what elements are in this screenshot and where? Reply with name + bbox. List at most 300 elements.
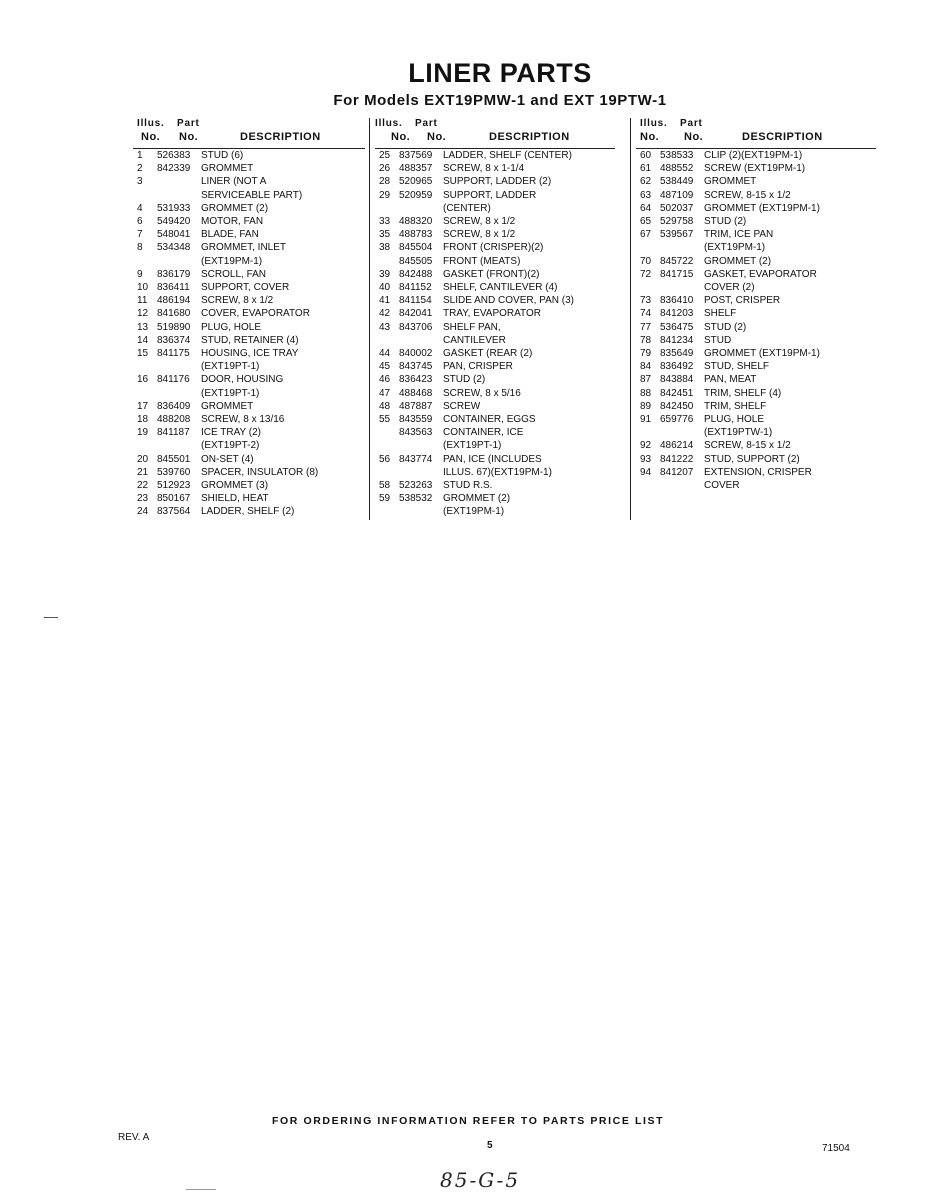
part-row [133,202,365,215]
part-row [375,202,615,215]
part-number: 512923 [157,480,191,492]
part-description: CONTAINER, EGGS [443,414,536,426]
part-row [133,479,365,492]
part-row [133,360,365,373]
part-number [399,334,443,347]
illus-number: 9 [137,268,143,280]
part-row [133,334,365,347]
part-row [375,321,615,334]
part-number: 843563 [399,427,433,439]
illus-number: 44 [379,348,391,360]
part-row [133,413,365,426]
part-number: 538533 [660,150,694,161]
part-row [133,347,365,360]
part-row [636,453,876,466]
part-number: 843774 [399,453,433,465]
part-number: 659776 [660,414,694,426]
part-number: 841207 [660,466,694,478]
part-row [636,268,876,281]
illus-number: 64 [640,202,652,214]
part-description: SCREW, 8 x 1/2 [201,295,274,307]
illus-number: 77 [640,321,652,333]
part-description: STUD (2) [443,374,486,386]
part-row [636,413,876,426]
part-description: (CENTER) [443,202,491,214]
part-row [375,215,615,228]
illus-number: 41 [379,295,391,307]
part-description: BLADE, FAN [201,229,259,241]
models-subtitle: For Models EXT19PMW-1 and EXT 19PTW-1 [333,92,667,109]
part-number: 845505 [399,255,433,267]
part-description: GROMMET [704,176,757,188]
part-description: GASKET, EVAPORATOR [704,268,817,280]
part-description: SCREW, 8 x 1-1/4 [443,163,525,175]
part-description: (EXT19PT-1) [443,440,502,452]
part-row [375,175,615,188]
part-description: PLUG, HOLE [201,321,262,333]
part-row [133,189,365,202]
parts-list [133,149,365,519]
illus-number: 47 [379,387,391,399]
part-description: STUD R.S. [443,480,493,492]
illus-number [375,255,399,268]
part-number: 842041 [399,308,433,320]
part-description: SHELF [704,308,737,320]
illus-number: 72 [640,268,652,280]
part-description: SCREW, 8 x 5/16 [443,387,521,399]
part-number: 845722 [660,255,694,267]
part-row [375,505,615,518]
illus-number: 8 [137,242,143,254]
part-number: 526383 [157,150,191,161]
part-row [133,321,365,334]
illus-number: 56 [379,453,391,465]
part-row [133,453,365,466]
part-number: 529758 [660,216,694,228]
part-number [157,255,201,268]
part-description: CLIP (2)(EXT19PM-1) [704,150,803,161]
illus-number [375,426,399,439]
illus-number [636,241,660,254]
part-number: 841175 [157,348,190,360]
part-row [636,202,876,215]
illus-number: 22 [137,480,149,492]
illus-header: Illus. [640,118,668,129]
part-number: 843706 [399,321,433,333]
illus-number: 63 [640,189,652,201]
part-number: 841154 [399,295,432,307]
illus-number: 12 [137,308,149,320]
illus-number [375,466,399,479]
handwritten-note: 85-G-5 [440,1168,521,1192]
illus-number: 74 [640,308,652,320]
part-number: 841234 [660,334,694,346]
part-description: TRIM, ICE PAN [704,229,774,241]
part-number: 841222 [660,453,694,465]
scan-mark [44,617,58,618]
part-row [375,307,615,320]
illus-header: Illus. [375,118,403,129]
part-description: SHIELD, HEAT [201,493,269,505]
part-description: SCREW, 8 x 13/16 [201,414,285,426]
part-row [636,215,876,228]
illus-number: 94 [640,466,652,478]
illus-number: 59 [379,493,391,505]
part-number [157,360,201,373]
part-row [636,387,876,400]
part-row [133,492,365,505]
part-number: 843884 [660,374,694,386]
part-number: 488552 [660,163,694,175]
part-description: SUPPORT, LADDER (2) [443,176,552,188]
part-description: DOOR, HOUSING [201,374,284,386]
part-row [636,149,876,162]
part-number: 841152 [399,282,432,294]
part-row [133,149,365,162]
part-number: 841715 [660,268,694,280]
part-row [636,307,876,320]
part-row [375,255,615,268]
part-number: 488208 [157,414,191,426]
part-description: (EXT19PT-1) [201,387,260,399]
no-header: No. [640,131,660,143]
parts-column-1 [133,118,365,519]
part-number: 841187 [157,427,190,439]
part-number: 835649 [660,348,694,360]
page-number: 5 [487,1140,493,1151]
part-description: PAN, CRISPER [443,361,513,373]
part-description: COVER [704,480,740,492]
part-number: 837564 [157,506,191,518]
part-description: LADDER, SHELF (2) [201,506,295,518]
part-number: 845501 [157,453,191,465]
part-number [399,505,443,518]
illus-number: 43 [379,321,391,333]
part-description: (EXT19PT-1) [201,361,260,373]
part-description: MOTOR, FAN [201,216,264,228]
illus-number: 16 [137,374,149,386]
part-number: 836409 [157,400,191,412]
part-description: LADDER, SHELF (CENTER) [443,150,572,161]
illus-number: 73 [640,295,652,307]
illus-number [375,505,399,518]
part-description: SCROLL, FAN [201,268,267,280]
illus-number: 93 [640,453,652,465]
parts-column-2 [375,118,615,519]
part-description: GROMMET (EXT19PM-1) [704,348,820,360]
illus-number: 92 [640,440,652,452]
part-row [636,241,876,254]
part-number [157,175,201,188]
part-row [636,334,876,347]
part-description: CONTAINER, ICE [443,427,524,439]
illus-number [133,387,157,400]
part-number [157,387,201,400]
part-row [133,215,365,228]
part-description: FRONT (CRISPER)(2) [443,242,544,254]
illus-number: 62 [640,176,652,188]
part-description: GASKET (FRONT)(2) [443,268,540,280]
part-row [636,426,876,439]
part-number: 836423 [399,374,433,386]
illus-number [133,189,157,202]
part-row [636,400,876,413]
part-description: SCREW, 8 x 1/2 [443,229,516,241]
part-description: GROMMET (2) [704,255,772,267]
part-number: 842451 [660,387,694,399]
illus-number: 29 [379,189,391,201]
illus-number: 26 [379,163,391,175]
part-number [660,281,704,294]
part-row [636,162,876,175]
part-row [133,162,365,175]
illus-number: 55 [379,414,391,426]
illus-number: 65 [640,216,652,228]
part-description: TRIM, SHELF (4) [704,387,782,399]
part-row [133,268,365,281]
part-row [133,466,365,479]
part-description: PAN, ICE (INCLUDES [443,453,542,465]
illus-number [636,479,660,492]
part-row [375,479,615,492]
part-no-header: No. [179,131,199,143]
part-row [636,281,876,294]
part-row [636,479,876,492]
part-number [399,466,443,479]
column-header-top [636,118,876,131]
part-number: 549420 [157,216,191,228]
part-number: 487887 [399,400,433,412]
part-row [375,360,615,373]
part-description: SUPPORT, LADDER [443,189,537,201]
illus-number: 33 [379,216,391,228]
part-number [399,439,443,452]
illus-number: 40 [379,282,391,294]
part-number: 842339 [157,163,191,175]
part-row [636,228,876,241]
illus-number: 24 [137,506,149,518]
part-description: ON-SET (4) [201,453,254,465]
part-description: SCREW, 8-15 x 1/2 [704,189,791,201]
part-description: (EXT19PTW-1) [704,427,773,439]
description-header: DESCRIPTION [489,131,570,143]
part-row [375,241,615,254]
part-row [375,149,615,162]
illus-number: 79 [640,348,652,360]
part-row [375,466,615,479]
part-row [375,294,615,307]
part-no-header: No. [684,131,704,143]
part-number: 538532 [399,493,433,505]
part-number: 488320 [399,216,433,228]
part-row [375,373,615,386]
part-description: GROMMET (EXT19PM-1) [704,202,820,214]
part-number: 520965 [399,176,433,188]
part-description: CANTILEVER [443,334,506,346]
parts-list [375,149,615,519]
part-number: 488468 [399,387,433,399]
illus-number: 58 [379,480,391,492]
illus-number: 88 [640,387,652,399]
part-row [375,400,615,413]
part-number: 836411 [157,282,190,294]
illus-number: 39 [379,268,391,280]
no-header: No. [391,131,411,143]
part-description: EXTENSION, CRISPER [704,466,812,478]
illus-number: 28 [379,176,391,188]
part-number: 488357 [399,163,433,175]
part-description: GROMMET [201,163,254,175]
part-number: 843559 [399,414,433,426]
part-row [636,439,876,452]
part-row [133,255,365,268]
part-description: STUD (2) [704,216,747,228]
illus-number [133,255,157,268]
column-header-bottom [636,131,876,149]
part-row [133,241,365,254]
part-row [636,189,876,202]
part-description: STUD (6) [201,150,244,161]
illus-number: 87 [640,374,652,386]
part-description: (EXT19PM-1) [443,506,505,518]
part-number: 836492 [660,361,694,373]
part-description: SCREW, 8-15 x 1/2 [704,440,791,452]
part-number [399,202,443,215]
part-description: GROMMET (2) [201,202,269,214]
illus-number [636,281,660,294]
illus-number: 20 [137,453,149,465]
part-number: 539567 [660,229,694,241]
no-header: No. [141,131,161,143]
illus-number: 4 [137,202,143,214]
column-header-top [133,118,365,131]
part-number: 523263 [399,480,433,492]
part-number: 548041 [157,229,191,241]
part-number: 850167 [157,493,191,505]
part-row [375,453,615,466]
illus-header: Illus. [137,118,165,129]
part-row [133,400,365,413]
part-row [636,360,876,373]
part-number: 487109 [660,189,694,201]
part-header: Part [415,118,438,129]
illus-number: 23 [137,493,149,505]
part-description: STUD, SHELF [704,361,770,373]
part-row [375,281,615,294]
part-row [133,426,365,439]
parts-column-3 [636,118,876,492]
part-number: 538449 [660,176,694,188]
illus-number: 1 [137,150,143,161]
illus-number: 25 [379,150,391,161]
part-description: GASKET (REAR (2) [443,348,533,360]
part-row [375,413,615,426]
illus-number: 35 [379,229,391,241]
part-description: STUD, RETAINER (4) [201,334,299,346]
part-description: COVER, EVAPORATOR [201,308,310,320]
part-description: SERVICEABLE PART) [201,189,303,201]
part-number: 520959 [399,189,433,201]
part-row [375,426,615,439]
part-row [636,255,876,268]
part-number [660,426,704,439]
part-row [636,373,876,386]
part-number: 845504 [399,242,433,254]
part-description: SPACER, INSULATOR (8) [201,466,319,478]
part-row [375,334,615,347]
part-description: FRONT (MEATS) [443,255,521,267]
part-row [375,189,615,202]
part-header: Part [680,118,703,129]
part-number: 486194 [157,295,191,307]
revision-label: REV. A [118,1132,150,1143]
part-number [660,479,704,492]
part-row [133,228,365,241]
illus-number: 7 [137,229,143,241]
illus-number: 78 [640,334,652,346]
illus-number [375,439,399,452]
illus-number: 10 [137,282,149,294]
part-number: 836410 [660,295,694,307]
part-number: 841203 [660,308,694,320]
part-description: GROMMET [201,400,254,412]
illus-number: 6 [137,216,143,228]
part-row [133,175,365,188]
part-description: SCREW (EXT19PM-1) [704,163,806,175]
part-row [375,268,615,281]
part-row [133,387,365,400]
part-number: 486214 [660,440,694,452]
illus-number [375,202,399,215]
illus-number: 60 [640,150,652,161]
illus-number: 15 [137,348,149,360]
illus-number [375,334,399,347]
part-number: 843745 [399,361,433,373]
part-row [375,162,615,175]
part-number: 534348 [157,242,191,254]
part-number [660,241,704,254]
part-description: PAN, MEAT [704,374,757,386]
illus-number: 2 [137,163,143,175]
part-no-header: No. [427,131,447,143]
part-row [375,228,615,241]
part-description: STUD [704,334,732,346]
description-header: DESCRIPTION [742,131,823,143]
part-row [375,439,615,452]
part-row [133,373,365,386]
part-description: SCREW, 8 x 1/2 [443,216,516,228]
part-number: 502037 [660,202,694,214]
illus-number: 14 [137,334,149,346]
part-description: GROMMET (3) [201,480,269,492]
illus-number [636,426,660,439]
part-description: SLIDE AND COVER, PAN (3) [443,295,574,307]
parts-list [636,149,876,492]
part-number: 531933 [157,202,191,214]
part-description: STUD (2) [704,321,747,333]
part-number: 519890 [157,321,191,333]
part-description: SUPPORT, COVER [201,282,290,294]
part-number [157,189,201,202]
part-description: ICE TRAY (2) [201,427,262,439]
ordering-note: FOR ORDERING INFORMATION REFER TO PARTS PRICE LIST [272,1115,665,1127]
part-number: 836374 [157,334,191,346]
part-row [375,387,615,400]
part-number: 841680 [157,308,191,320]
illus-number: 17 [137,400,149,412]
illus-number: 61 [640,163,652,175]
illus-number: 3 [137,176,143,188]
